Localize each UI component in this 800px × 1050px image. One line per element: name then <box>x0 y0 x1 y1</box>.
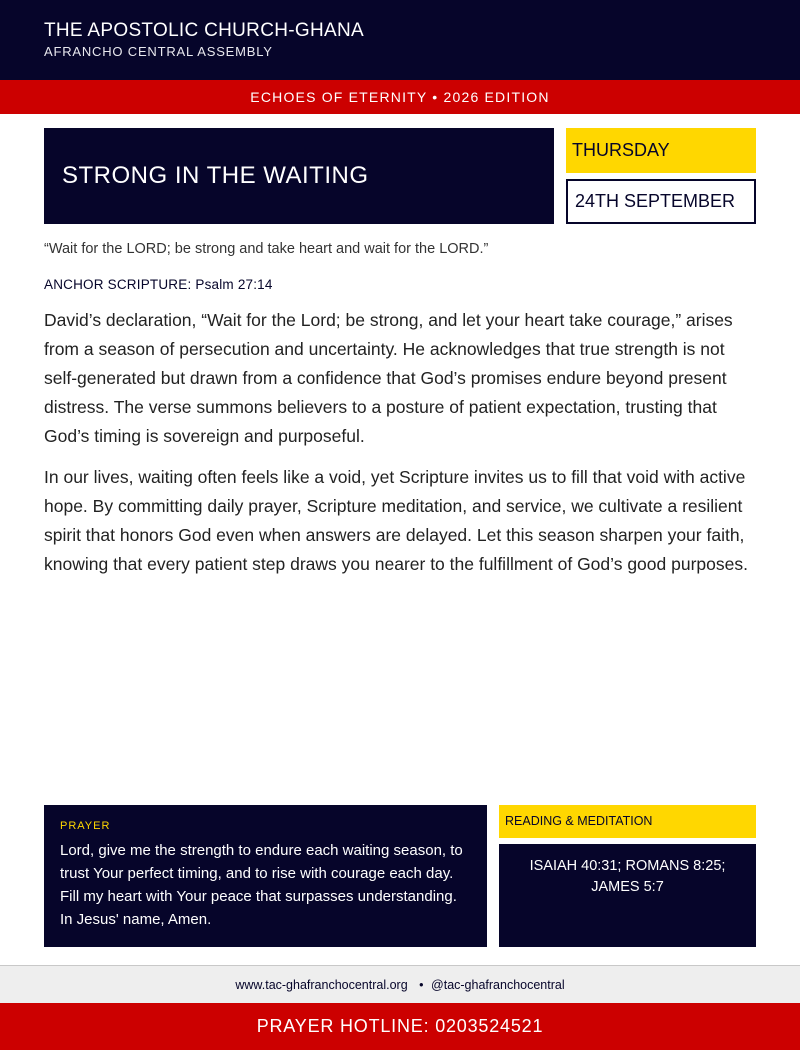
anchor-scripture: ANCHOR SCRIPTURE: Psalm 27:14 <box>44 277 273 292</box>
prayer-hotline: PRAYER HOTLINE: 0203524521 <box>0 1003 800 1050</box>
reading-label: READING & MEDITATION <box>499 805 756 838</box>
header <box>0 0 800 80</box>
body-paragraph: David’s declaration, “Wait for the Lord; be strong, and let your heart take courage,” arises from a season of persecution and uncertainty. He acknowledges that true strength is not self-generated but drawn from a confidence that God’s promises endure beyond present distress. The verse summons believers to a posture of patient expectation, trusting that God’s timing is sovereign and purposeful. <box>44 310 733 446</box>
date-badge: 24TH SEPTEMBER <box>566 179 756 224</box>
footer-links <box>0 965 800 1003</box>
title-box <box>44 128 554 224</box>
social-handle[interactable]: @tac-ghafranchocentral <box>431 978 565 992</box>
devotion-body <box>44 306 756 579</box>
scripture-quote: “Wait for the LORD; be strong and take heart and wait for the LORD.” <box>44 241 489 257</box>
prayer-label: PRAYER <box>60 820 111 832</box>
edition-banner: ECHOES OF ETERNITY • 2026 EDITION <box>0 80 800 114</box>
reading-box <box>499 844 756 947</box>
footer-separator: • <box>419 978 424 992</box>
devotion-title: STRONG IN THE WAITING <box>62 162 369 189</box>
body-paragraph: In our lives, waiting often feels like a void, yet Scripture invites us to fill that void with active hope. By committing daily prayer, Scripture meditation, and service, we cultivate a resilient spirit that honors God even when answers are delayed. Let this season sharpen your faith, knowing that every patient step draws you nearer to the fulfillment of God’s good purposes. <box>44 467 748 574</box>
church-name: THE APOSTOLIC CHURCH-GHANA <box>44 20 364 41</box>
prayer-box <box>44 805 487 947</box>
reading-text: ISAIAH 40:31; ROMANS 8:25; JAMES 5:7 <box>529 858 726 895</box>
prayer-text: Lord, give me the strength to endure each waiting season, to trust Your perfect timing, and to rise with courage each day. Fill my heart with Your peace that surpasses understanding. In Jesus' name, Amen. <box>60 842 463 928</box>
website-link[interactable]: www.tac-ghafranchocentral.org <box>235 978 408 992</box>
day-badge: THURSDAY <box>566 128 756 173</box>
assembly-name: AFRANCHO CENTRAL ASSEMBLY <box>44 44 273 59</box>
